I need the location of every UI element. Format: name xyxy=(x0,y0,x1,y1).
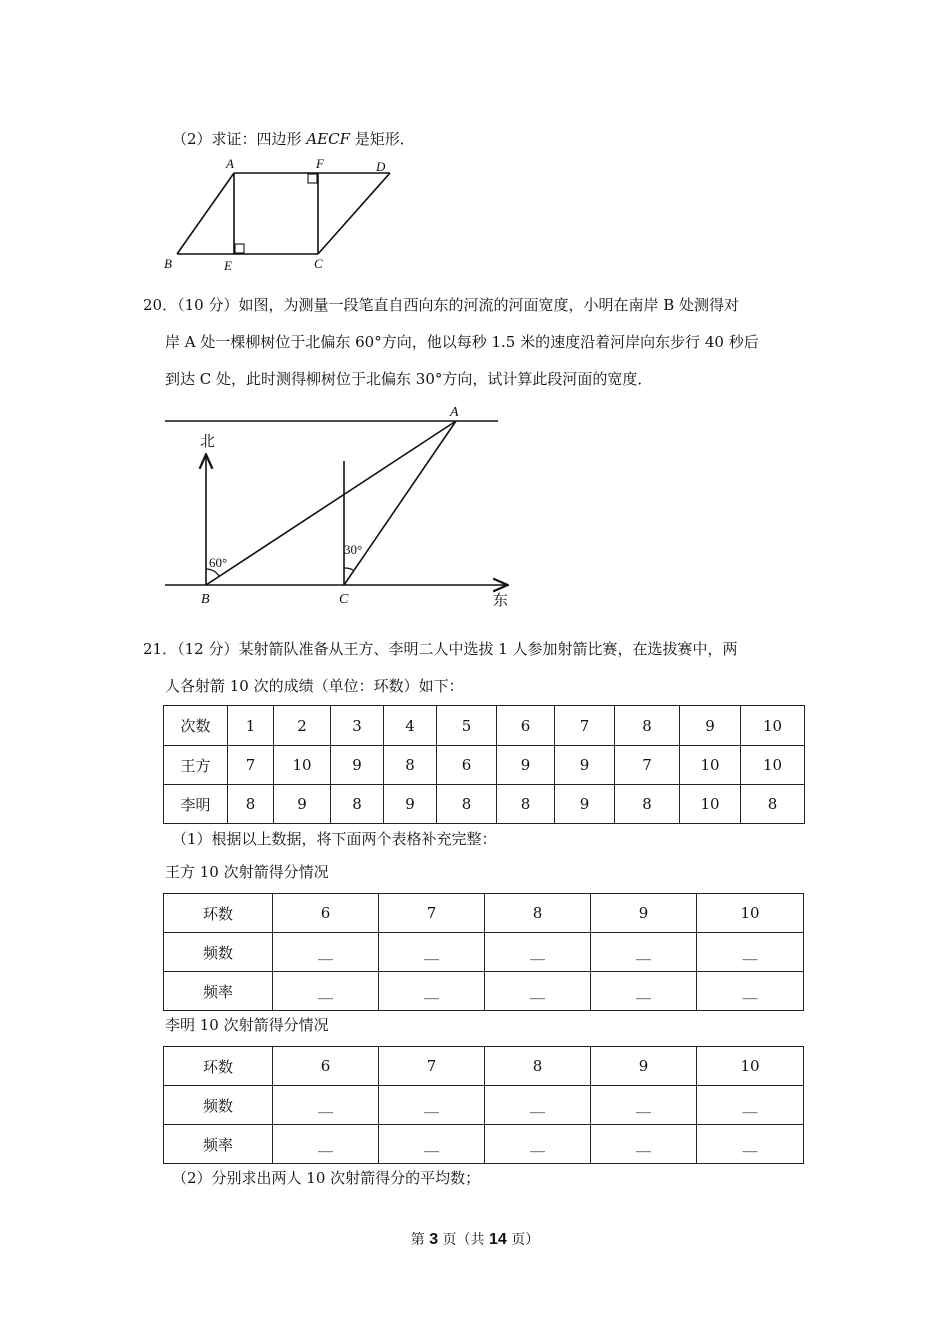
scores-row-wang xyxy=(164,746,805,785)
table-cell: 8 xyxy=(384,746,437,785)
answer-blank[interactable]: ＿ xyxy=(697,933,804,972)
table-cell: 1 xyxy=(228,706,274,746)
table-cell: 10 xyxy=(697,894,804,933)
label-d: D xyxy=(376,159,386,174)
table-cell: 9 xyxy=(384,785,437,824)
answer-blank[interactable]: ＿ xyxy=(273,933,379,972)
table-cell: 8 xyxy=(485,1047,591,1086)
freq-header-row xyxy=(164,1047,804,1086)
li-table-title: 李明 10 次射箭得分情况 xyxy=(165,1016,329,1034)
freq-count-row xyxy=(164,933,804,972)
angle-label-60: 60° xyxy=(209,555,228,570)
answer-blank[interactable]: ＿ xyxy=(273,972,379,1011)
total-page-number: 14 xyxy=(489,1231,507,1248)
q21-number: 21． xyxy=(143,640,178,658)
segment-ca xyxy=(344,421,456,585)
table-cell: 频率 xyxy=(164,972,273,1011)
table-cell: 9 xyxy=(680,706,741,746)
label-a: A xyxy=(226,156,234,171)
q19-part2: （2）求证：四边形 AECF 是矩形． xyxy=(172,130,415,148)
label-b: B xyxy=(164,256,172,271)
freq-header-row xyxy=(164,894,804,933)
table-cell: 9 xyxy=(591,894,697,933)
q20-number: 20． xyxy=(143,296,178,314)
q19-quad-name: AECF xyxy=(306,130,350,148)
label-e: E xyxy=(224,258,232,273)
table-cell: 8 xyxy=(485,894,591,933)
answer-blank[interactable]: ＿ xyxy=(591,1086,697,1125)
freq-rate-row xyxy=(164,1125,804,1164)
table-cell: 10 xyxy=(741,746,805,785)
table-cell: 7 xyxy=(615,746,680,785)
segment-ba xyxy=(206,421,456,585)
q20-line1: 20．（10 分）如图，为测量一段笔直自西向东的河流的河面宽度，小明在南岸 B 处测得对 xyxy=(143,296,740,314)
answer-blank[interactable]: ＿ xyxy=(591,933,697,972)
segment-ab xyxy=(177,173,234,254)
table-cell: 9 xyxy=(555,785,615,824)
freq-rate-row xyxy=(164,972,804,1011)
answer-blank[interactable]: ＿ xyxy=(697,1125,804,1164)
right-angle-e xyxy=(235,244,244,253)
scores-row-li xyxy=(164,785,805,824)
answer-blank[interactable]: ＿ xyxy=(485,972,591,1011)
answer-blank[interactable]: ＿ xyxy=(591,1125,697,1164)
table-cell: 4 xyxy=(384,706,437,746)
right-angle-f xyxy=(308,174,317,183)
answer-blank[interactable]: ＿ xyxy=(273,1086,379,1125)
table-cell: 7 xyxy=(228,746,274,785)
page-footer: 第 3 页（共 14 页） xyxy=(410,1231,540,1248)
table-cell: 9 xyxy=(497,746,555,785)
answer-blank[interactable]: ＿ xyxy=(379,933,485,972)
label-a: A xyxy=(450,405,459,420)
table-cell: 8 xyxy=(615,706,680,746)
table-cell: 环数 xyxy=(164,894,273,933)
table-cell: 7 xyxy=(379,894,485,933)
table-cell: 10 xyxy=(741,706,805,746)
table-cell: 李明 xyxy=(164,785,228,824)
q20-line2: 岸 A 处一棵柳树位于北偏东 60°方向，他以每秒 1.5 米的速度沿着河岸向东步行 40 秒后 xyxy=(165,333,759,351)
label-b: B xyxy=(201,592,210,607)
li-frequency-table xyxy=(163,1046,804,1164)
answer-blank[interactable]: ＿ xyxy=(485,933,591,972)
angle-label-30: 30° xyxy=(344,542,363,557)
q20-river-figure xyxy=(160,400,520,612)
wang-frequency-table xyxy=(163,893,804,1011)
scores-table xyxy=(163,705,805,824)
table-cell: 9 xyxy=(555,746,615,785)
table-cell: 7 xyxy=(379,1047,485,1086)
segment-cd xyxy=(318,173,390,254)
table-cell: 8 xyxy=(615,785,680,824)
label-east: 东 xyxy=(493,593,509,609)
table-cell: 8 xyxy=(497,785,555,824)
wang-table-title: 王方 10 次射箭得分情况 xyxy=(165,863,329,881)
answer-blank[interactable]: ＿ xyxy=(379,1125,485,1164)
table-cell: 10 xyxy=(680,746,741,785)
q21-line1: 21．（12 分）某射箭队准备从王方、李明二人中选拔 1 人参加射箭比赛，在选拔赛中，两 xyxy=(143,640,738,658)
table-cell: 2 xyxy=(274,706,331,746)
table-cell: 10 xyxy=(680,785,741,824)
table-cell: 频数 xyxy=(164,1086,273,1125)
scores-header-row xyxy=(164,706,805,746)
answer-blank[interactable]: ＿ xyxy=(485,1086,591,1125)
table-cell: 6 xyxy=(497,706,555,746)
q21-score: （12 分） xyxy=(177,640,239,658)
table-cell: 8 xyxy=(437,785,497,824)
table-cell: 频数 xyxy=(164,933,273,972)
table-cell: 7 xyxy=(555,706,615,746)
table-cell: 6 xyxy=(437,746,497,785)
angle-arc-b xyxy=(206,569,219,576)
table-cell: 次数 xyxy=(164,706,228,746)
answer-blank[interactable]: ＿ xyxy=(485,1125,591,1164)
freq-count-row xyxy=(164,1086,804,1125)
q20-line3: 到达 C 处，此时测得柳树位于北偏东 30°方向，试计算此段河面的宽度． xyxy=(165,370,653,388)
q21-line2: 人各射箭 10 次的成绩（单位：环数）如下： xyxy=(165,677,464,695)
table-cell: 8 xyxy=(741,785,805,824)
table-cell: 9 xyxy=(591,1047,697,1086)
label-c: C xyxy=(314,256,323,271)
table-cell: 8 xyxy=(331,785,384,824)
answer-blank[interactable]: ＿ xyxy=(273,1125,379,1164)
answer-blank[interactable]: ＿ xyxy=(697,1086,804,1125)
q21-part2: （2）分别求出两人 10 次射箭得分的平均数； xyxy=(172,1169,481,1187)
answer-blank[interactable]: ＿ xyxy=(697,972,804,1011)
table-cell: 8 xyxy=(228,785,274,824)
table-cell: 5 xyxy=(437,706,497,746)
table-cell: 频率 xyxy=(164,1125,273,1164)
table-cell: 环数 xyxy=(164,1047,273,1086)
table-cell: 9 xyxy=(331,746,384,785)
q21-part1: （1）根据以上数据，将下面两个表格补充完整： xyxy=(172,830,497,848)
table-cell: 10 xyxy=(697,1047,804,1086)
table-cell: 9 xyxy=(274,785,331,824)
label-c: C xyxy=(339,592,349,607)
table-cell: 6 xyxy=(273,1047,379,1086)
q19-parallelogram-figure xyxy=(160,152,400,276)
table-cell: 6 xyxy=(273,894,379,933)
answer-blank[interactable]: ＿ xyxy=(379,1086,485,1125)
current-page-number: 3 xyxy=(429,1231,439,1248)
table-cell: 10 xyxy=(274,746,331,785)
label-north: 北 xyxy=(200,434,216,450)
label-f: F xyxy=(316,156,324,171)
answer-blank[interactable]: ＿ xyxy=(591,972,697,1011)
angle-arc-c xyxy=(344,568,353,570)
q20-score: （10 分） xyxy=(177,296,239,314)
table-cell: 王方 xyxy=(164,746,228,785)
table-cell: 3 xyxy=(331,706,384,746)
answer-blank[interactable]: ＿ xyxy=(379,972,485,1011)
